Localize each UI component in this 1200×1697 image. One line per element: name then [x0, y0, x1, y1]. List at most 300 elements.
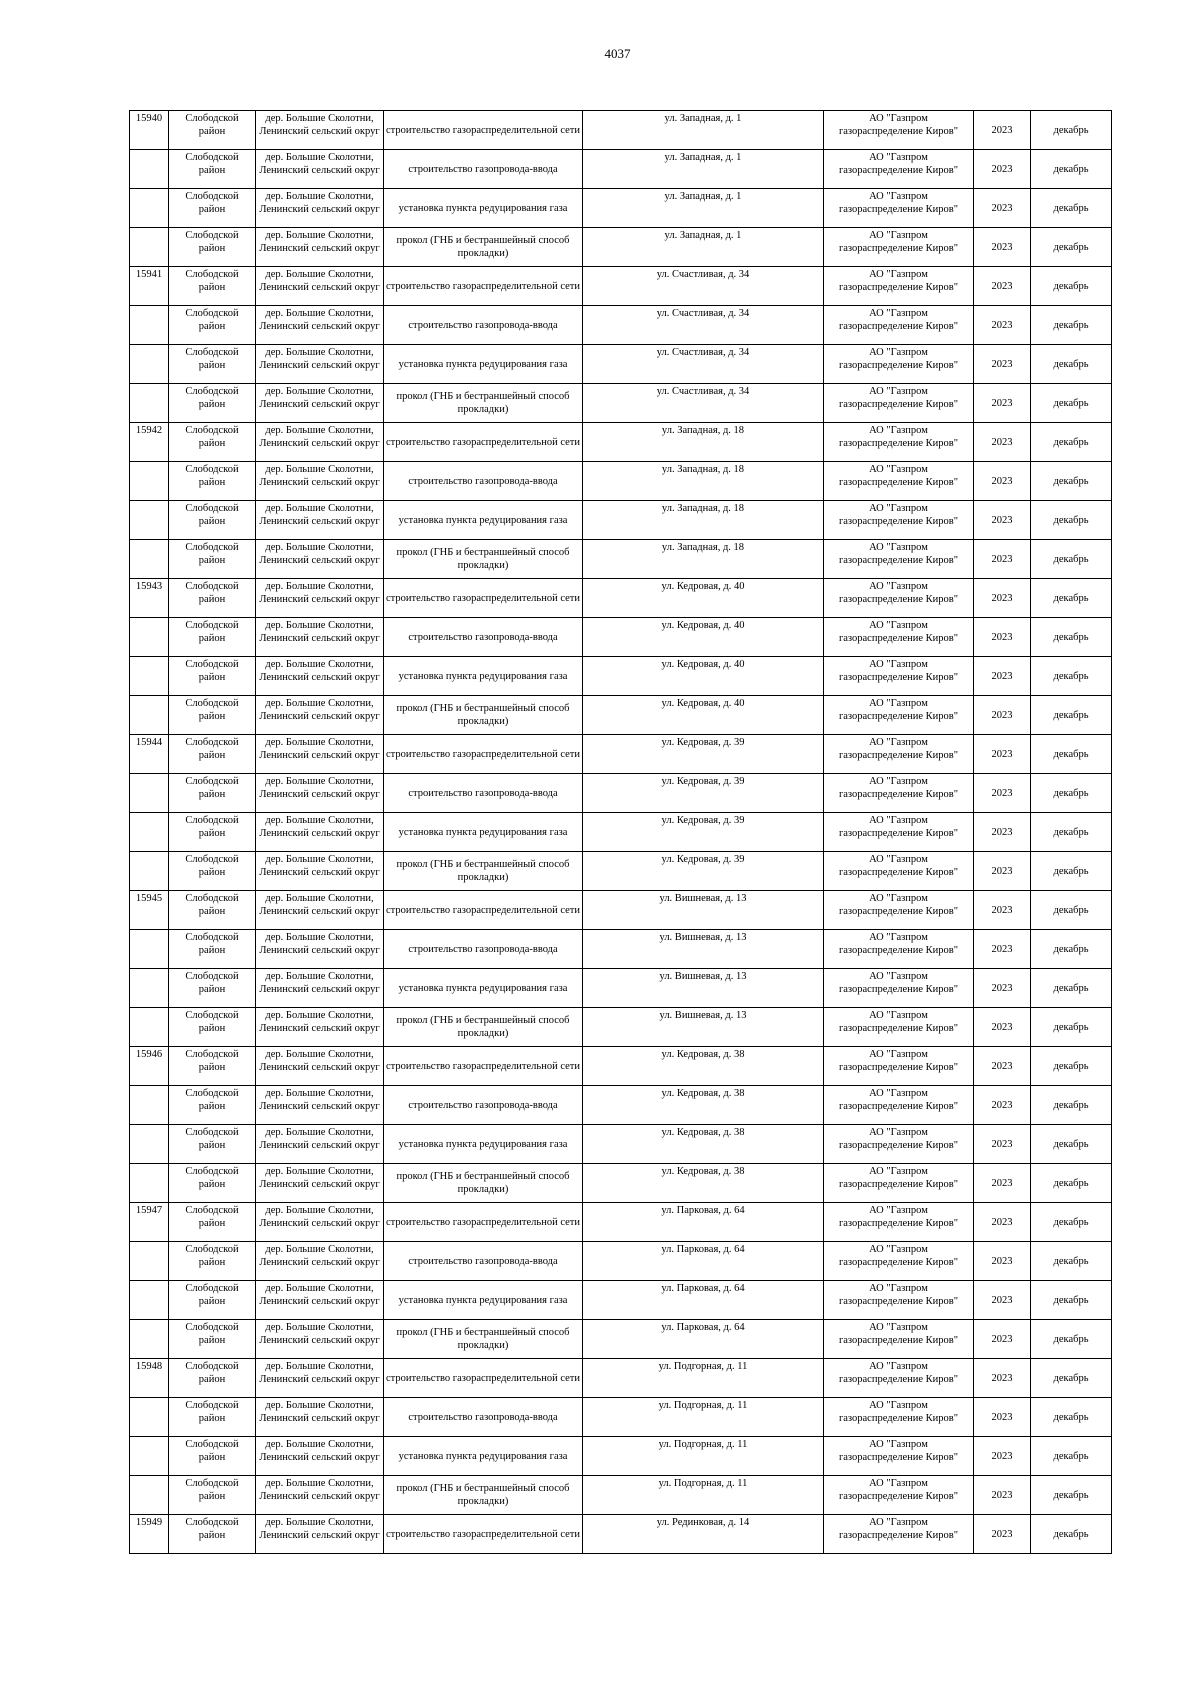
- settlement-cell: дер. Большие Сколотни, Ленинский сельский округ: [256, 540, 384, 579]
- settlement-cell: дер. Большие Сколотни, Ленинский сельский округ: [256, 891, 384, 930]
- address-cell: ул. Парковая, д. 64: [583, 1320, 824, 1359]
- table-row: [130, 1008, 1112, 1047]
- table-row: [130, 618, 1112, 657]
- organization-cell: АО "Газпром газораспределение Киров": [824, 1515, 974, 1554]
- month-cell: декабрь: [1031, 1008, 1112, 1047]
- district-cell: Слободской район: [169, 852, 256, 891]
- settlement-cell: дер. Большие Сколотни, Ленинский сельский округ: [256, 1008, 384, 1047]
- month-cell: декабрь: [1031, 1203, 1112, 1242]
- organization-cell: АО "Газпром газораспределение Киров": [824, 1203, 974, 1242]
- month-cell: декабрь: [1031, 1515, 1112, 1554]
- table-row: [130, 579, 1112, 618]
- year-cell: 2023: [974, 423, 1031, 462]
- year-cell: 2023: [974, 813, 1031, 852]
- organization-cell: АО "Газпром газораспределение Киров": [824, 1125, 974, 1164]
- year-cell: 2023: [974, 1047, 1031, 1086]
- work-type-cell: прокол (ГНБ и бестраншейный способ прокладки): [384, 1008, 583, 1047]
- address-cell: ул. Рединковая, д. 14: [583, 1515, 824, 1554]
- month-cell: декабрь: [1031, 1164, 1112, 1203]
- table-row: [130, 1242, 1112, 1281]
- table-row: [130, 501, 1112, 540]
- month-cell: декабрь: [1031, 501, 1112, 540]
- year-cell: 2023: [974, 618, 1031, 657]
- address-cell: ул. Счастливая, д. 34: [583, 345, 824, 384]
- settlement-cell: дер. Большие Сколотни, Ленинский сельский округ: [256, 930, 384, 969]
- organization-cell: АО "Газпром газораспределение Киров": [824, 462, 974, 501]
- year-cell: 2023: [974, 189, 1031, 228]
- organization-cell: АО "Газпром газораспределение Киров": [824, 267, 974, 306]
- address-cell: ул. Западная, д. 1: [583, 150, 824, 189]
- organization-cell: АО "Газпром газораспределение Киров": [824, 1164, 974, 1203]
- work-type-cell: установка пункта редуцирования газа: [384, 813, 583, 852]
- settlement-cell: дер. Большие Сколотни, Ленинский сельский округ: [256, 1086, 384, 1125]
- table-row: [130, 306, 1112, 345]
- organization-cell: АО "Газпром газораспределение Киров": [824, 618, 974, 657]
- address-cell: ул. Западная, д. 18: [583, 501, 824, 540]
- month-cell: декабрь: [1031, 1398, 1112, 1437]
- settlement-cell: дер. Большие Сколотни, Ленинский сельский округ: [256, 852, 384, 891]
- year-cell: 2023: [974, 228, 1031, 267]
- entry-number: [130, 384, 169, 423]
- work-type-cell: установка пункта редуцирования газа: [384, 1281, 583, 1320]
- entry-number: [130, 1281, 169, 1320]
- entry-number: [130, 1125, 169, 1164]
- district-cell: Слободской район: [169, 1047, 256, 1086]
- organization-cell: АО "Газпром газораспределение Киров": [824, 774, 974, 813]
- entry-number: 15942: [130, 423, 169, 462]
- address-cell: ул. Вишневая, д. 13: [583, 930, 824, 969]
- work-type-cell: строительство газораспределительной сети: [384, 423, 583, 462]
- settlement-cell: дер. Большие Сколотни, Ленинский сельский округ: [256, 345, 384, 384]
- settlement-cell: дер. Большие Сколотни, Ленинский сельский округ: [256, 1398, 384, 1437]
- work-type-cell: строительство газопровода-ввода: [384, 1086, 583, 1125]
- month-cell: декабрь: [1031, 579, 1112, 618]
- work-type-cell: строительство газораспределительной сети: [384, 891, 583, 930]
- entry-number: 15947: [130, 1203, 169, 1242]
- address-cell: ул. Парковая, д. 64: [583, 1281, 824, 1320]
- settlement-cell: дер. Большие Сколотни, Ленинский сельский округ: [256, 1125, 384, 1164]
- address-cell: ул. Кедровая, д. 40: [583, 618, 824, 657]
- work-type-cell: установка пункта редуцирования газа: [384, 657, 583, 696]
- district-cell: Слободской район: [169, 930, 256, 969]
- year-cell: 2023: [974, 384, 1031, 423]
- address-cell: ул. Кедровая, д. 38: [583, 1086, 824, 1125]
- work-type-cell: строительство газораспределительной сети: [384, 1515, 583, 1554]
- table-row: [130, 1320, 1112, 1359]
- month-cell: декабрь: [1031, 150, 1112, 189]
- organization-cell: АО "Газпром газораспределение Киров": [824, 1398, 974, 1437]
- month-cell: декабрь: [1031, 1047, 1112, 1086]
- year-cell: 2023: [974, 1476, 1031, 1515]
- work-type-cell: строительство газопровода-ввода: [384, 930, 583, 969]
- table-row: [130, 267, 1112, 306]
- settlement-cell: дер. Большие Сколотни, Ленинский сельский округ: [256, 1320, 384, 1359]
- table-row: [130, 111, 1112, 150]
- registry-body: [130, 111, 1112, 1554]
- entry-number: [130, 228, 169, 267]
- organization-cell: АО "Газпром газораспределение Киров": [824, 150, 974, 189]
- table-row: [130, 657, 1112, 696]
- district-cell: Слободской район: [169, 618, 256, 657]
- entry-number: 15949: [130, 1515, 169, 1554]
- organization-cell: АО "Газпром газораспределение Киров": [824, 1086, 974, 1125]
- district-cell: Слободской район: [169, 1476, 256, 1515]
- table-row: [130, 384, 1112, 423]
- organization-cell: АО "Газпром газораспределение Киров": [824, 345, 974, 384]
- address-cell: ул. Кедровая, д. 39: [583, 813, 824, 852]
- table-row: [130, 930, 1112, 969]
- year-cell: 2023: [974, 1281, 1031, 1320]
- district-cell: Слободской район: [169, 1320, 256, 1359]
- entry-number: [130, 501, 169, 540]
- settlement-cell: дер. Большие Сколотни, Ленинский сельский округ: [256, 501, 384, 540]
- entry-number: [130, 657, 169, 696]
- entry-number: [130, 969, 169, 1008]
- district-cell: Слободской район: [169, 345, 256, 384]
- entry-number: [130, 1164, 169, 1203]
- year-cell: 2023: [974, 150, 1031, 189]
- district-cell: Слободской район: [169, 228, 256, 267]
- month-cell: декабрь: [1031, 1125, 1112, 1164]
- month-cell: декабрь: [1031, 1281, 1112, 1320]
- month-cell: декабрь: [1031, 930, 1112, 969]
- table-row: [130, 1476, 1112, 1515]
- entry-number: [130, 696, 169, 735]
- work-type-cell: строительство газораспределительной сети: [384, 1359, 583, 1398]
- organization-cell: АО "Газпром газораспределение Киров": [824, 423, 974, 462]
- organization-cell: АО "Газпром газораспределение Киров": [824, 228, 974, 267]
- address-cell: ул. Счастливая, д. 34: [583, 267, 824, 306]
- address-cell: ул. Кедровая, д. 40: [583, 579, 824, 618]
- settlement-cell: дер. Большие Сколотни, Ленинский сельский округ: [256, 1359, 384, 1398]
- year-cell: 2023: [974, 1086, 1031, 1125]
- entry-number: [130, 1242, 169, 1281]
- work-type-cell: установка пункта редуцирования газа: [384, 501, 583, 540]
- year-cell: 2023: [974, 540, 1031, 579]
- entry-number: 15940: [130, 111, 169, 150]
- work-type-cell: строительство газораспределительной сети: [384, 735, 583, 774]
- table-row: [130, 150, 1112, 189]
- table-row: [130, 1359, 1112, 1398]
- year-cell: 2023: [974, 579, 1031, 618]
- entry-number: [130, 345, 169, 384]
- district-cell: Слободской район: [169, 1398, 256, 1437]
- work-type-cell: строительство газопровода-ввода: [384, 1398, 583, 1437]
- table-row: [130, 423, 1112, 462]
- year-cell: 2023: [974, 1359, 1031, 1398]
- month-cell: декабрь: [1031, 1242, 1112, 1281]
- entry-number: 15945: [130, 891, 169, 930]
- work-type-cell: установка пункта редуцирования газа: [384, 969, 583, 1008]
- year-cell: 2023: [974, 735, 1031, 774]
- settlement-cell: дер. Большие Сколотни, Ленинский сельский округ: [256, 735, 384, 774]
- entry-number: 15941: [130, 267, 169, 306]
- month-cell: декабрь: [1031, 657, 1112, 696]
- district-cell: Слободской район: [169, 1515, 256, 1554]
- address-cell: ул. Подгорная, д. 11: [583, 1476, 824, 1515]
- year-cell: 2023: [974, 267, 1031, 306]
- district-cell: Слободской район: [169, 891, 256, 930]
- month-cell: декабрь: [1031, 696, 1112, 735]
- table-row: [130, 228, 1112, 267]
- year-cell: 2023: [974, 111, 1031, 150]
- work-type-cell: строительство газораспределительной сети: [384, 1203, 583, 1242]
- month-cell: декабрь: [1031, 345, 1112, 384]
- month-cell: декабрь: [1031, 735, 1112, 774]
- work-type-cell: прокол (ГНБ и бестраншейный способ прокладки): [384, 1320, 583, 1359]
- month-cell: декабрь: [1031, 189, 1112, 228]
- settlement-cell: дер. Большие Сколотни, Ленинский сельский округ: [256, 1047, 384, 1086]
- settlement-cell: дер. Большие Сколотни, Ленинский сельский округ: [256, 111, 384, 150]
- month-cell: декабрь: [1031, 813, 1112, 852]
- district-cell: Слободской район: [169, 462, 256, 501]
- district-cell: Слободской район: [169, 1125, 256, 1164]
- work-type-cell: прокол (ГНБ и бестраншейный способ прокладки): [384, 852, 583, 891]
- year-cell: 2023: [974, 774, 1031, 813]
- month-cell: декабрь: [1031, 111, 1112, 150]
- organization-cell: АО "Газпром газораспределение Киров": [824, 111, 974, 150]
- organization-cell: АО "Газпром газораспределение Киров": [824, 735, 974, 774]
- organization-cell: АО "Газпром газораспределение Киров": [824, 1437, 974, 1476]
- address-cell: ул. Счастливая, д. 34: [583, 306, 824, 345]
- month-cell: декабрь: [1031, 540, 1112, 579]
- settlement-cell: дер. Большие Сколотни, Ленинский сельский округ: [256, 1281, 384, 1320]
- table-row: [130, 1281, 1112, 1320]
- entry-number: [130, 1320, 169, 1359]
- organization-cell: АО "Газпром газораспределение Киров": [824, 1359, 974, 1398]
- month-cell: декабрь: [1031, 852, 1112, 891]
- settlement-cell: дер. Большие Сколотни, Ленинский сельский округ: [256, 306, 384, 345]
- work-type-cell: строительство газопровода-ввода: [384, 774, 583, 813]
- year-cell: 2023: [974, 1125, 1031, 1164]
- address-cell: ул. Западная, д. 18: [583, 423, 824, 462]
- district-cell: Слободской район: [169, 696, 256, 735]
- district-cell: Слободской район: [169, 111, 256, 150]
- entry-number: [130, 306, 169, 345]
- table-row: [130, 1203, 1112, 1242]
- year-cell: 2023: [974, 1008, 1031, 1047]
- district-cell: Слободской район: [169, 384, 256, 423]
- work-type-cell: строительство газораспределительной сети: [384, 579, 583, 618]
- district-cell: Слободской район: [169, 501, 256, 540]
- year-cell: 2023: [974, 1242, 1031, 1281]
- district-cell: Слободской район: [169, 735, 256, 774]
- table-row: [130, 813, 1112, 852]
- settlement-cell: дер. Большие Сколотни, Ленинский сельский округ: [256, 657, 384, 696]
- table-row: [130, 1164, 1112, 1203]
- organization-cell: АО "Газпром газораспределение Киров": [824, 1047, 974, 1086]
- work-type-cell: прокол (ГНБ и бестраншейный способ прокладки): [384, 1476, 583, 1515]
- entry-number: [130, 1398, 169, 1437]
- district-cell: Слободской район: [169, 1281, 256, 1320]
- table-row: [130, 891, 1112, 930]
- organization-cell: АО "Газпром газораспределение Киров": [824, 813, 974, 852]
- address-cell: ул. Подгорная, д. 11: [583, 1359, 824, 1398]
- organization-cell: АО "Газпром газораспределение Киров": [824, 1281, 974, 1320]
- table-row: [130, 969, 1112, 1008]
- organization-cell: АО "Газпром газораспределение Киров": [824, 306, 974, 345]
- district-cell: Слободской район: [169, 540, 256, 579]
- organization-cell: АО "Газпром газораспределение Киров": [824, 891, 974, 930]
- settlement-cell: дер. Большие Сколотни, Ленинский сельский округ: [256, 969, 384, 1008]
- month-cell: декабрь: [1031, 462, 1112, 501]
- table-row: [130, 735, 1112, 774]
- table-row: [130, 1125, 1112, 1164]
- month-cell: декабрь: [1031, 1359, 1112, 1398]
- entry-number: 15944: [130, 735, 169, 774]
- address-cell: ул. Кедровая, д. 38: [583, 1125, 824, 1164]
- district-cell: Слободской район: [169, 1008, 256, 1047]
- year-cell: 2023: [974, 696, 1031, 735]
- district-cell: Слободской район: [169, 774, 256, 813]
- table-row: [130, 1437, 1112, 1476]
- organization-cell: АО "Газпром газораспределение Киров": [824, 657, 974, 696]
- district-cell: Слободской район: [169, 813, 256, 852]
- settlement-cell: дер. Большие Сколотни, Ленинский сельский округ: [256, 813, 384, 852]
- district-cell: Слободской район: [169, 969, 256, 1008]
- address-cell: ул. Подгорная, д. 11: [583, 1437, 824, 1476]
- table-row: [130, 852, 1112, 891]
- year-cell: 2023: [974, 1320, 1031, 1359]
- year-cell: 2023: [974, 852, 1031, 891]
- year-cell: 2023: [974, 1164, 1031, 1203]
- settlement-cell: дер. Большие Сколотни, Ленинский сельский округ: [256, 189, 384, 228]
- table-row: [130, 1398, 1112, 1437]
- work-type-cell: прокол (ГНБ и бестраншейный способ прокладки): [384, 384, 583, 423]
- district-cell: Слободской район: [169, 267, 256, 306]
- district-cell: Слободской район: [169, 1242, 256, 1281]
- entry-number: [130, 930, 169, 969]
- registry-table: [129, 110, 1112, 1554]
- page-number: 4037: [604, 46, 631, 61]
- table-row: [130, 1086, 1112, 1125]
- year-cell: 2023: [974, 1515, 1031, 1554]
- district-cell: Слободской район: [169, 1437, 256, 1476]
- entry-number: [130, 1437, 169, 1476]
- table-row: [130, 345, 1112, 384]
- work-type-cell: установка пункта редуцирования газа: [384, 189, 583, 228]
- month-cell: декабрь: [1031, 618, 1112, 657]
- settlement-cell: дер. Большие Сколотни, Ленинский сельский округ: [256, 150, 384, 189]
- work-type-cell: строительство газораспределительной сети: [384, 1047, 583, 1086]
- settlement-cell: дер. Большие Сколотни, Ленинский сельский округ: [256, 1164, 384, 1203]
- table-row: [130, 540, 1112, 579]
- work-type-cell: прокол (ГНБ и бестраншейный способ прокладки): [384, 228, 583, 267]
- table-row: [130, 774, 1112, 813]
- address-cell: ул. Парковая, д. 64: [583, 1242, 824, 1281]
- month-cell: декабрь: [1031, 1320, 1112, 1359]
- year-cell: 2023: [974, 462, 1031, 501]
- address-cell: ул. Подгорная, д. 11: [583, 1398, 824, 1437]
- organization-cell: АО "Газпром газораспределение Киров": [824, 852, 974, 891]
- organization-cell: АО "Газпром газораспределение Киров": [824, 1476, 974, 1515]
- organization-cell: АО "Газпром газораспределение Киров": [824, 696, 974, 735]
- entry-number: [130, 189, 169, 228]
- address-cell: ул. Счастливая, д. 34: [583, 384, 824, 423]
- district-cell: Слободской район: [169, 306, 256, 345]
- entry-number: [130, 1008, 169, 1047]
- table-row: [130, 1515, 1112, 1554]
- month-cell: декабрь: [1031, 423, 1112, 462]
- district-cell: Слободской район: [169, 423, 256, 462]
- table-row: [130, 189, 1112, 228]
- year-cell: 2023: [974, 891, 1031, 930]
- entry-number: [130, 774, 169, 813]
- work-type-cell: строительство газораспределительной сети: [384, 111, 583, 150]
- work-type-cell: строительство газопровода-ввода: [384, 150, 583, 189]
- organization-cell: АО "Газпром газораспределение Киров": [824, 189, 974, 228]
- settlement-cell: дер. Большие Сколотни, Ленинский сельский округ: [256, 423, 384, 462]
- organization-cell: АО "Газпром газораспределение Киров": [824, 969, 974, 1008]
- organization-cell: АО "Газпром газораспределение Киров": [824, 540, 974, 579]
- entry-number: [130, 813, 169, 852]
- organization-cell: АО "Газпром газораспределение Киров": [824, 384, 974, 423]
- settlement-cell: дер. Большие Сколотни, Ленинский сельский округ: [256, 579, 384, 618]
- entry-number: [130, 462, 169, 501]
- year-cell: 2023: [974, 930, 1031, 969]
- settlement-cell: дер. Большие Сколотни, Ленинский сельский округ: [256, 618, 384, 657]
- year-cell: 2023: [974, 657, 1031, 696]
- year-cell: 2023: [974, 1203, 1031, 1242]
- settlement-cell: дер. Большие Сколотни, Ленинский сельский округ: [256, 462, 384, 501]
- month-cell: декабрь: [1031, 384, 1112, 423]
- entry-number: [130, 150, 169, 189]
- address-cell: ул. Кедровая, д. 38: [583, 1164, 824, 1203]
- organization-cell: АО "Газпром газораспределение Киров": [824, 579, 974, 618]
- table-row: [130, 696, 1112, 735]
- month-cell: декабрь: [1031, 228, 1112, 267]
- district-cell: Слободской район: [169, 189, 256, 228]
- settlement-cell: дер. Большие Сколотни, Ленинский сельский округ: [256, 1242, 384, 1281]
- month-cell: декабрь: [1031, 969, 1112, 1008]
- address-cell: ул. Кедровая, д. 39: [583, 735, 824, 774]
- address-cell: ул. Парковая, д. 64: [583, 1203, 824, 1242]
- work-type-cell: прокол (ГНБ и бестраншейный способ прокладки): [384, 1164, 583, 1203]
- district-cell: Слободской район: [169, 1359, 256, 1398]
- district-cell: Слободской район: [169, 1086, 256, 1125]
- entry-number: 15946: [130, 1047, 169, 1086]
- settlement-cell: дер. Большие Сколотни, Ленинский сельский округ: [256, 267, 384, 306]
- work-type-cell: прокол (ГНБ и бестраншейный способ прокладки): [384, 696, 583, 735]
- month-cell: декабрь: [1031, 267, 1112, 306]
- district-cell: Слободской район: [169, 1203, 256, 1242]
- address-cell: ул. Кедровая, д. 39: [583, 774, 824, 813]
- settlement-cell: дер. Большие Сколотни, Ленинский сельский округ: [256, 696, 384, 735]
- work-type-cell: установка пункта редуцирования газа: [384, 1437, 583, 1476]
- table-row: [130, 462, 1112, 501]
- month-cell: декабрь: [1031, 774, 1112, 813]
- address-cell: ул. Кедровая, д. 40: [583, 696, 824, 735]
- settlement-cell: дер. Большие Сколотни, Ленинский сельский округ: [256, 1476, 384, 1515]
- district-cell: Слободской район: [169, 150, 256, 189]
- work-type-cell: прокол (ГНБ и бестраншейный способ прокладки): [384, 540, 583, 579]
- settlement-cell: дер. Большие Сколотни, Ленинский сельский округ: [256, 228, 384, 267]
- settlement-cell: дер. Большие Сколотни, Ленинский сельский округ: [256, 1437, 384, 1476]
- year-cell: 2023: [974, 1398, 1031, 1437]
- address-cell: ул. Западная, д. 18: [583, 462, 824, 501]
- district-cell: Слободской район: [169, 1164, 256, 1203]
- entry-number: [130, 1476, 169, 1515]
- organization-cell: АО "Газпром газораспределение Киров": [824, 1320, 974, 1359]
- year-cell: 2023: [974, 306, 1031, 345]
- entry-number: 15943: [130, 579, 169, 618]
- year-cell: 2023: [974, 1437, 1031, 1476]
- year-cell: 2023: [974, 345, 1031, 384]
- address-cell: ул. Кедровая, д. 38: [583, 1047, 824, 1086]
- month-cell: декабрь: [1031, 1086, 1112, 1125]
- organization-cell: АО "Газпром газораспределение Киров": [824, 1008, 974, 1047]
- address-cell: ул. Вишневая, д. 13: [583, 969, 824, 1008]
